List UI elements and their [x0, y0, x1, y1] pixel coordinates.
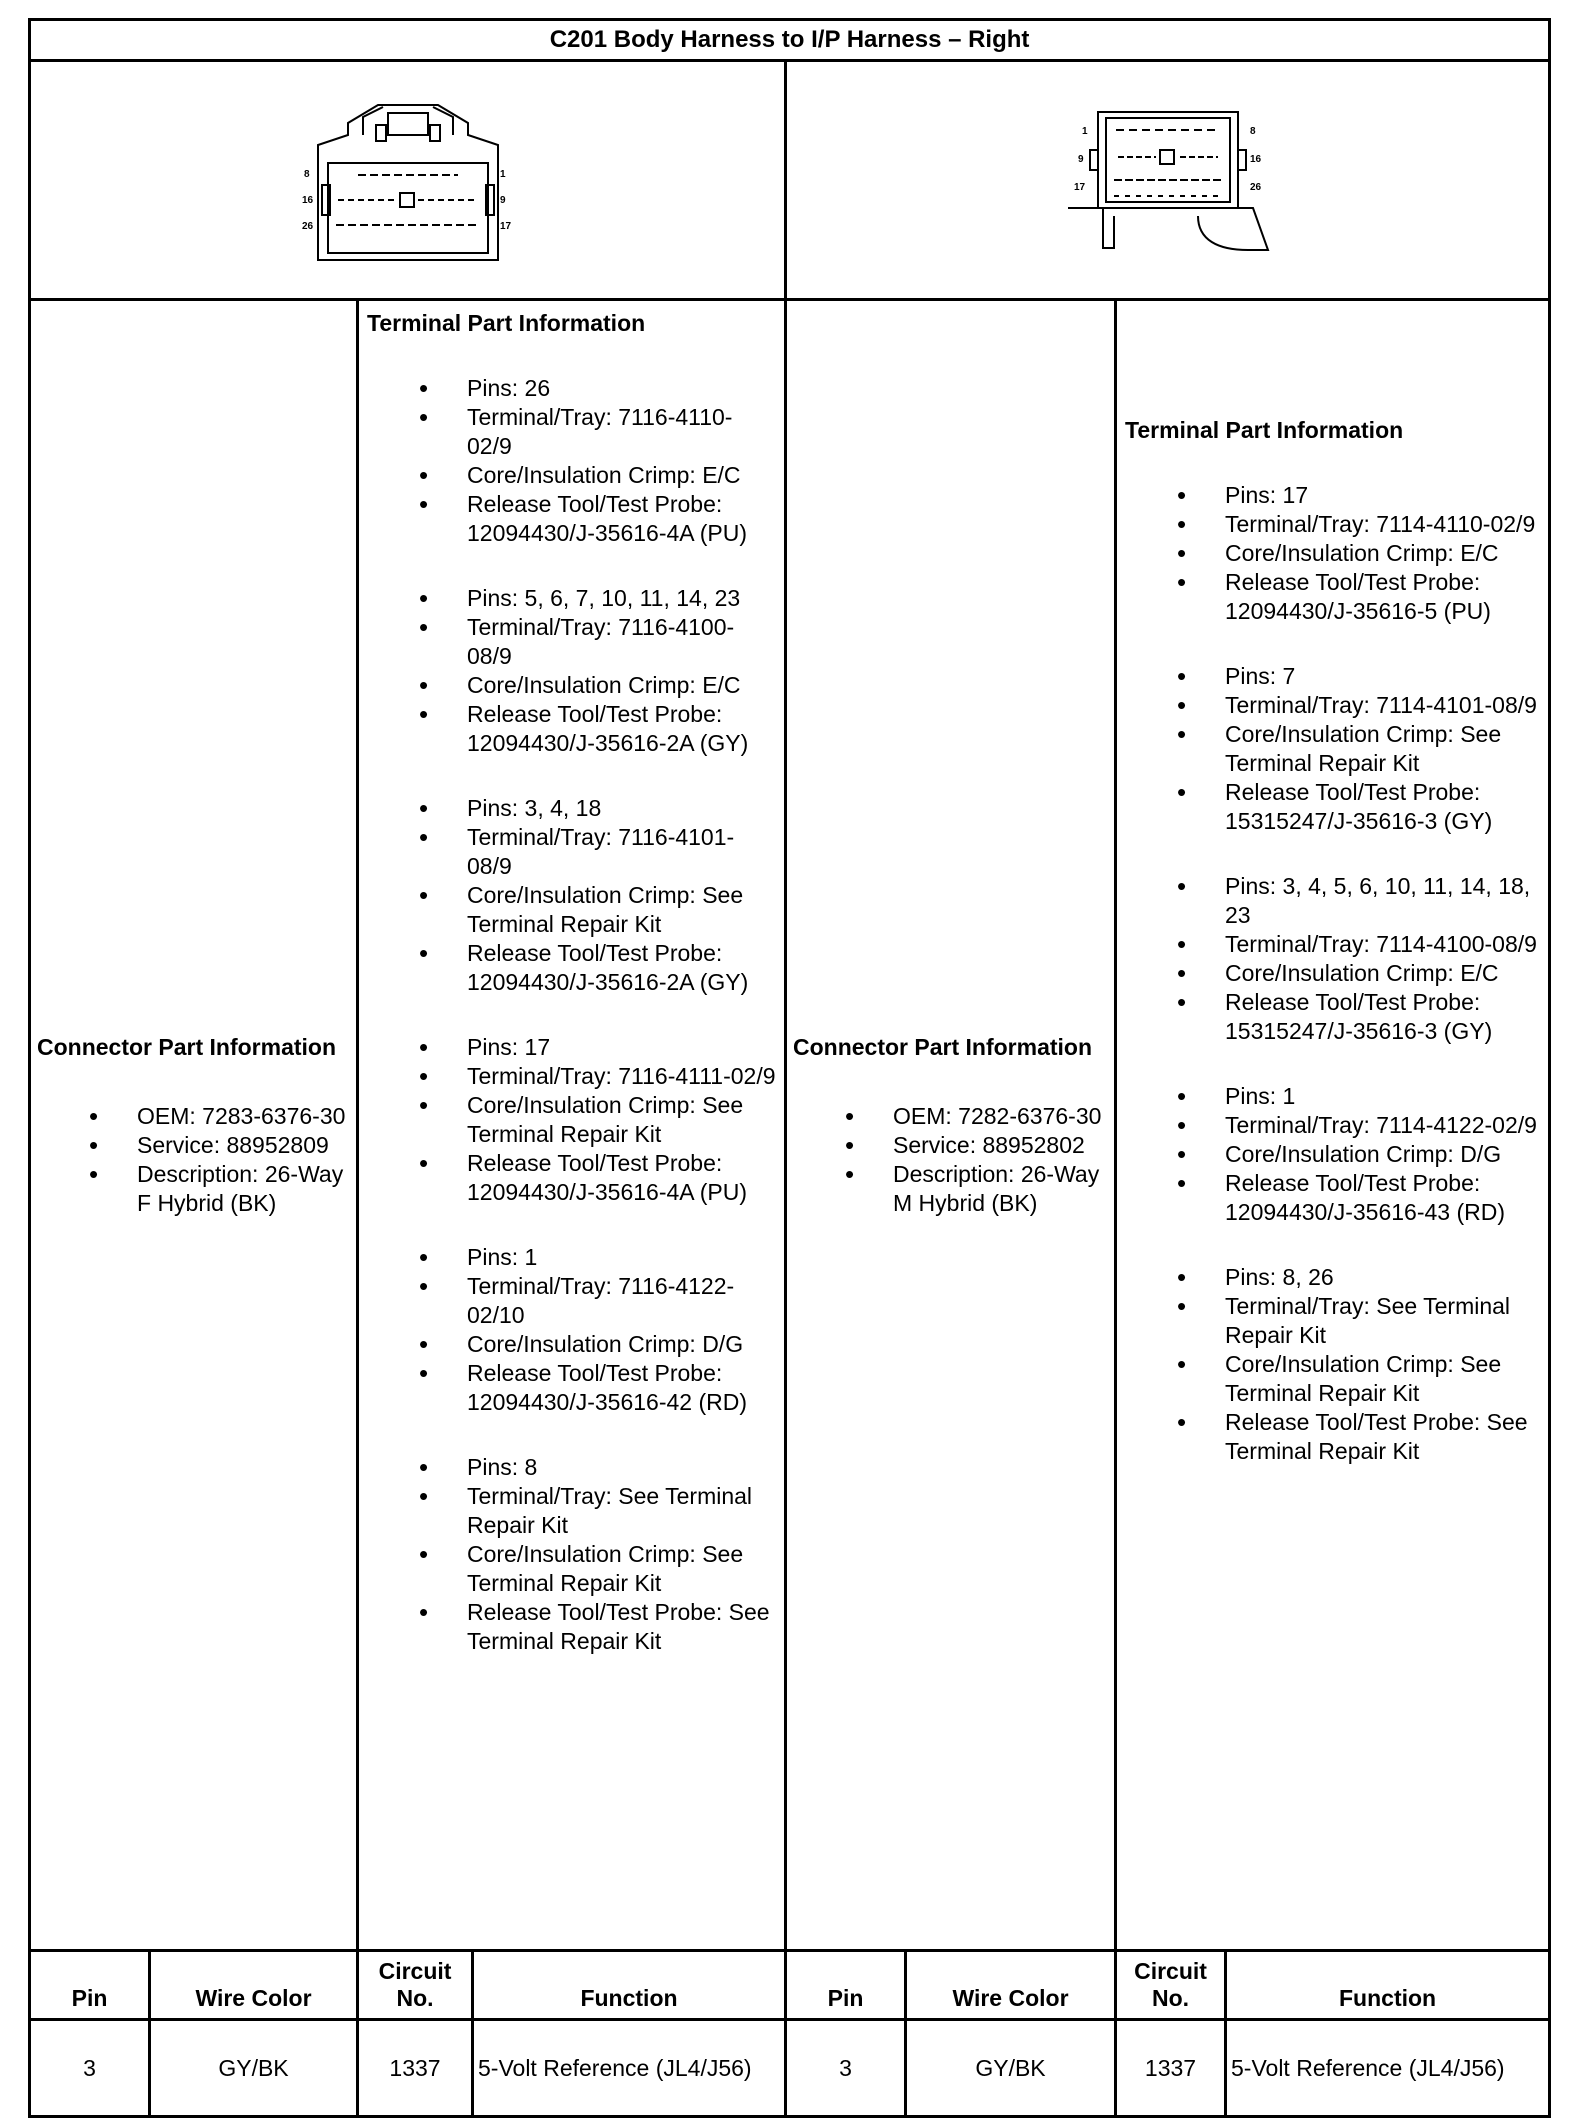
female-connector-icon: [288, 95, 528, 265]
female-connector-diagram: [30, 61, 786, 300]
list-item: • Core/Insulation Crimp: See Terminal Repair Kit: [367, 1540, 776, 1598]
list-item: • Release Tool/Test Probe: 15315247/J-35616-3 (GY): [1125, 988, 1540, 1046]
list-item: • OEM: 7283-6376-30: [37, 1102, 350, 1131]
cell-function: 5-Volt Reference (JL4/J56): [1226, 2020, 1550, 2117]
cell-wire-color: GY/BK: [906, 2020, 1116, 2117]
document-title: C201 Body Harness to I/P Harness – Right: [30, 20, 1550, 61]
list-item: • Pins: 8, 26: [1125, 1263, 1540, 1292]
list-item: • Pins: 17: [1125, 481, 1540, 510]
left-connector-header: Connector Part Information: [37, 1033, 337, 1060]
list-item: • Description: 26-Way M Hybrid (BK): [793, 1160, 1108, 1218]
list-item: • Release Tool/Test Probe: 12094430/J-35616-42 (RD): [367, 1359, 776, 1417]
list-item: • Release Tool/Test Probe: 12094430/J-35616-2A (GY): [367, 700, 776, 758]
list-item: • Release Tool/Test Probe: See Terminal Repair Kit: [367, 1598, 776, 1656]
col-header-circuit-no: Circuit No.: [1116, 1951, 1226, 2020]
left-terminal-group: [367, 1243, 776, 1417]
right-terminal-group: [1125, 481, 1540, 626]
left-terminal-part-info: [358, 300, 786, 1951]
list-item: • Terminal/Tray: 7114-4122-02/9: [1125, 1111, 1540, 1140]
list-item: • Pins: 7: [1125, 662, 1540, 691]
pinout-document: [28, 18, 1548, 2081]
list-item: • Terminal/Tray: 7114-4101-08/9: [1125, 691, 1540, 720]
list-item: • Core/Insulation Crimp: See Terminal Repair Kit: [367, 881, 776, 939]
list-item: • Core/Insulation Crimp: E/C: [367, 671, 776, 700]
svg-text:16: 16: [301, 195, 313, 206]
right-terminal-group: [1125, 662, 1540, 836]
cell-pin: 3: [30, 2020, 150, 2117]
svg-text:9: 9: [499, 195, 506, 206]
right-terminal-part-info: [1116, 300, 1550, 1951]
list-item: • Release Tool/Test Probe: 12094430/J-35616-43 (RD): [1125, 1169, 1540, 1227]
list-item: • OEM: 7282-6376-30: [793, 1102, 1108, 1131]
left-terminal-group: [367, 584, 776, 758]
list-item: • Terminal/Tray: 7116-4100-08/9: [367, 613, 776, 671]
list-item: • Pins: 3, 4, 18: [367, 794, 776, 823]
list-item: • Core/Insulation Crimp: E/C: [367, 461, 776, 490]
col-header-function: Function: [473, 1951, 786, 2020]
list-item: • Core/Insulation Crimp: See Terminal Repair Kit: [1125, 1350, 1540, 1408]
right-terminal-header: Terminal Part Information: [1125, 417, 1404, 443]
right-connector-header: Connector Part Information: [793, 1033, 1093, 1060]
left-terminal-group: [367, 794, 776, 997]
col-header-function: Function: [1226, 1951, 1550, 2020]
svg-text:17: 17: [1073, 182, 1085, 193]
list-item: • Terminal/Tray: 7116-4110-02/9: [367, 403, 776, 461]
right-terminal-group: [1125, 872, 1540, 1046]
svg-text:8: 8: [303, 169, 310, 180]
list-item: • Pins: 8: [367, 1453, 776, 1482]
list-item: • Core/Insulation Crimp: See Terminal Repair Kit: [367, 1091, 776, 1149]
list-item: • Release Tool/Test Probe: 12094430/J-35616-2A (GY): [367, 939, 776, 997]
svg-text:8: 8: [1249, 126, 1256, 137]
svg-text:17: 17: [499, 221, 511, 232]
cell-wire-color: GY/BK: [150, 2020, 358, 2117]
pinout-table: [28, 18, 1551, 2118]
cell-function: 5-Volt Reference (JL4/J56): [473, 2020, 786, 2117]
list-item: • Release Tool/Test Probe: 12094430/J-35616-4A (PU): [367, 490, 776, 548]
left-terminal-group: [367, 1033, 776, 1207]
list-item: • Terminal/Tray: 7114-4100-08/9: [1125, 930, 1540, 959]
list-item: • Release Tool/Test Probe: See Terminal Repair Kit: [1125, 1408, 1540, 1466]
svg-text:1: 1: [1081, 126, 1088, 137]
cell-circuit-no: 1337: [1116, 2020, 1226, 2117]
right-terminal-group: [1125, 1082, 1540, 1227]
cell-circuit-no: 1337: [358, 2020, 473, 2117]
right-terminal-group: [1125, 1263, 1540, 1466]
list-item: • Service: 88952802: [793, 1131, 1108, 1160]
list-item: • Pins: 1: [1125, 1082, 1540, 1111]
list-item: • Core/Insulation Crimp: E/C: [1125, 539, 1540, 568]
list-item: • Terminal/Tray: 7116-4101-08/9: [367, 823, 776, 881]
list-item: • Pins: 1: [367, 1243, 776, 1272]
cell-pin: 3: [786, 2020, 906, 2117]
list-item: • Terminal/Tray: 7114-4110-02/9: [1125, 510, 1540, 539]
col-header-wire-color: Wire Color: [150, 1951, 358, 2020]
list-item: • Service: 88952809: [37, 1131, 350, 1160]
svg-text:16: 16: [1249, 154, 1261, 165]
list-item: • Core/Insulation Crimp: See Terminal Repair Kit: [1125, 720, 1540, 778]
left-terminal-group: [367, 374, 776, 548]
male-connector-icon: [1048, 100, 1288, 260]
left-connector-list: [37, 1102, 350, 1218]
male-connector-diagram: [786, 61, 1550, 300]
right-connector-part-info: [786, 300, 1116, 1951]
list-item: • Terminal/Tray: 7116-4122-02/10: [367, 1272, 776, 1330]
table-row: [30, 2020, 1550, 2117]
col-header-pin: Pin: [786, 1951, 906, 2020]
right-connector-list: [793, 1102, 1108, 1218]
list-item: • Pins: 3, 4, 5, 6, 10, 11, 14, 18, 23: [1125, 872, 1540, 930]
left-terminal-header: Terminal Part Information: [367, 310, 646, 336]
list-item: • Terminal/Tray: See Terminal Repair Kit: [367, 1482, 776, 1540]
list-item: • Pins: 5, 6, 7, 10, 11, 14, 23: [367, 584, 776, 613]
list-item: • Core/Insulation Crimp: D/G: [1125, 1140, 1540, 1169]
svg-text:9: 9: [1077, 154, 1084, 165]
list-item: • Terminal/Tray: See Terminal Repair Kit: [1125, 1292, 1540, 1350]
col-header-wire-color: Wire Color: [906, 1951, 1116, 2020]
col-header-pin: Pin: [30, 1951, 150, 2020]
col-header-circuit-no: Circuit No.: [358, 1951, 473, 2020]
left-connector-part-info: [30, 300, 358, 1951]
list-item: • Core/Insulation Crimp: D/G: [367, 1330, 776, 1359]
list-item: • Release Tool/Test Probe: 12094430/J-35616-4A (PU): [367, 1149, 776, 1207]
list-item: • Release Tool/Test Probe: 12094430/J-35616-5 (PU): [1125, 568, 1540, 626]
list-item: • Release Tool/Test Probe: 15315247/J-35616-3 (GY): [1125, 778, 1540, 836]
svg-text:26: 26: [1249, 182, 1261, 193]
left-terminal-group: [367, 1453, 776, 1656]
svg-text:1: 1: [499, 169, 506, 180]
svg-text:26: 26: [301, 221, 313, 232]
list-item: • Description: 26-Way F Hybrid (BK): [37, 1160, 350, 1218]
list-item: • Terminal/Tray: 7116-4111-02/9: [367, 1062, 776, 1091]
list-item: • Core/Insulation Crimp: E/C: [1125, 959, 1540, 988]
list-item: • Pins: 26: [367, 374, 776, 403]
list-item: • Pins: 17: [367, 1033, 776, 1062]
